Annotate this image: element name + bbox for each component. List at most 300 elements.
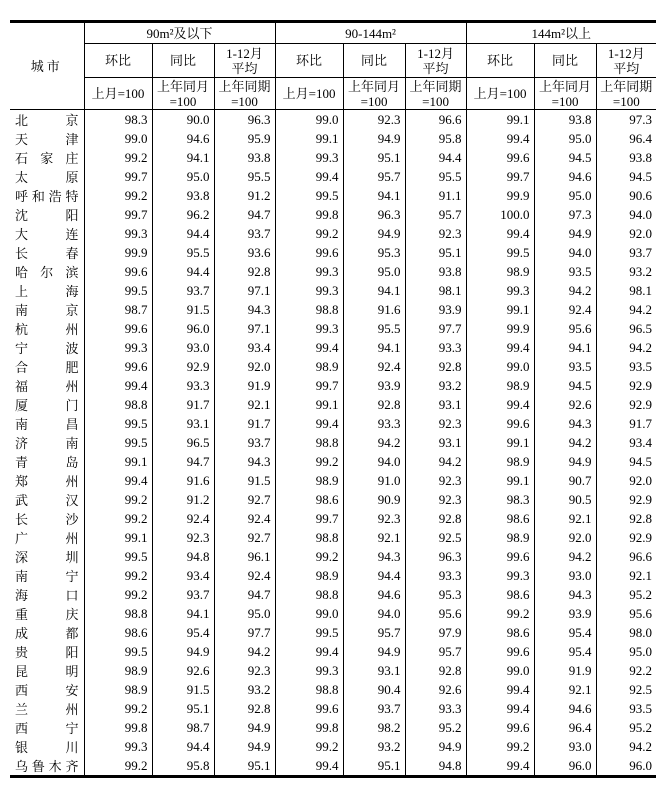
index-value: 98.8 — [84, 395, 152, 414]
index-value: 94.1 — [534, 338, 596, 357]
index-value: 99.4 — [466, 129, 534, 148]
index-value: 96.5 — [152, 433, 214, 452]
city-name: 济 南 — [10, 433, 84, 452]
index-value: 99.3 — [466, 566, 534, 585]
index-value: 99.3 — [466, 281, 534, 300]
index-value: 94.2 — [596, 300, 656, 319]
index-value: 94.9 — [343, 642, 405, 661]
index-value: 92.9 — [596, 528, 656, 547]
index-value: 93.2 — [343, 737, 405, 756]
index-value: 99.4 — [466, 395, 534, 414]
index-value: 94.4 — [152, 262, 214, 281]
index-value: 91.2 — [214, 186, 275, 205]
index-value: 99.8 — [275, 205, 343, 224]
index-value: 94.2 — [596, 737, 656, 756]
index-value: 93.8 — [596, 148, 656, 167]
table-row — [10, 148, 656, 167]
index-value: 95.7 — [343, 167, 405, 186]
index-value: 94.9 — [534, 224, 596, 243]
index-value: 99.2 — [84, 566, 152, 585]
index-value: 92.1 — [534, 509, 596, 528]
index-value: 94.0 — [343, 452, 405, 471]
index-value: 99.2 — [275, 737, 343, 756]
index-value: 95.4 — [534, 642, 596, 661]
index-value: 95.5 — [343, 319, 405, 338]
index-value: 98.0 — [596, 623, 656, 642]
index-value: 99.6 — [84, 319, 152, 338]
city-name: 海 口 — [10, 585, 84, 604]
index-value: 99.7 — [275, 509, 343, 528]
index-value: 94.9 — [152, 642, 214, 661]
col-header-mom: 环比 — [84, 44, 152, 78]
index-value: 92.1 — [534, 680, 596, 699]
index-value: 99.5 — [84, 414, 152, 433]
index-value: 92.3 — [343, 509, 405, 528]
index-value: 99.9 — [466, 186, 534, 205]
index-value: 99.7 — [275, 376, 343, 395]
index-value: 91.7 — [596, 414, 656, 433]
index-value: 98.1 — [405, 281, 466, 300]
table-row — [10, 737, 656, 756]
index-value: 94.9 — [405, 737, 466, 756]
index-value: 93.5 — [534, 262, 596, 281]
table-row — [10, 718, 656, 737]
index-value: 97.7 — [214, 623, 275, 642]
index-value: 99.4 — [275, 756, 343, 777]
index-value: 93.5 — [534, 357, 596, 376]
index-value: 98.9 — [466, 528, 534, 547]
index-value: 93.4 — [596, 433, 656, 452]
index-value: 99.1 — [466, 471, 534, 490]
index-value: 95.2 — [596, 718, 656, 737]
index-value: 91.6 — [152, 471, 214, 490]
index-value: 92.0 — [534, 528, 596, 547]
city-name: 沈 阳 — [10, 205, 84, 224]
city-name: 郑 州 — [10, 471, 84, 490]
index-value: 94.5 — [534, 376, 596, 395]
index-value: 93.7 — [214, 224, 275, 243]
index-value: 99.4 — [466, 756, 534, 777]
city-name: 南 京 — [10, 300, 84, 319]
index-value: 95.7 — [405, 205, 466, 224]
col-header-mom: 环比 — [466, 44, 534, 78]
index-value: 92.8 — [405, 509, 466, 528]
index-value: 94.3 — [214, 452, 275, 471]
index-value: 92.8 — [405, 357, 466, 376]
index-value: 99.2 — [466, 737, 534, 756]
city-name: 青 岛 — [10, 452, 84, 471]
index-value: 99.5 — [275, 186, 343, 205]
index-value: 93.7 — [152, 281, 214, 300]
city-name: 乌 鲁 木 齐 — [10, 756, 84, 777]
index-value: 99.4 — [84, 471, 152, 490]
index-value: 95.1 — [343, 148, 405, 167]
index-value: 97.1 — [214, 281, 275, 300]
index-value: 94.3 — [343, 547, 405, 566]
index-value: 92.4 — [534, 300, 596, 319]
table-row — [10, 623, 656, 642]
table-row — [10, 661, 656, 680]
table-row — [10, 642, 656, 661]
city-column-header: 城市 — [10, 22, 84, 110]
table-row — [10, 414, 656, 433]
index-value: 96.6 — [405, 110, 466, 130]
city-name: 太 原 — [10, 167, 84, 186]
table-row — [10, 224, 656, 243]
index-value: 92.4 — [214, 566, 275, 585]
index-value: 96.4 — [534, 718, 596, 737]
index-value: 99.1 — [466, 110, 534, 130]
group-header-144-above: 144m²以上 — [466, 22, 656, 44]
index-value: 91.5 — [152, 680, 214, 699]
index-value: 99.4 — [466, 224, 534, 243]
index-value: 98.9 — [275, 471, 343, 490]
index-value: 97.7 — [405, 319, 466, 338]
index-value: 93.2 — [214, 680, 275, 699]
index-value: 94.6 — [534, 699, 596, 718]
index-value: 99.4 — [275, 642, 343, 661]
index-value: 97.9 — [405, 623, 466, 642]
index-value: 92.8 — [596, 509, 656, 528]
index-value: 99.6 — [466, 148, 534, 167]
index-value: 95.6 — [534, 319, 596, 338]
index-value: 99.7 — [84, 205, 152, 224]
index-value: 93.9 — [534, 604, 596, 623]
index-value: 93.5 — [596, 357, 656, 376]
city-name: 呼 和 浩 特 — [10, 186, 84, 205]
base-header-same-period-last-year: 上年同期 =100 — [596, 78, 656, 110]
index-value: 94.3 — [214, 300, 275, 319]
index-value: 94.5 — [596, 452, 656, 471]
index-value: 95.5 — [405, 167, 466, 186]
index-value: 92.6 — [152, 661, 214, 680]
index-value: 94.8 — [152, 547, 214, 566]
index-value: 92.3 — [343, 110, 405, 130]
index-value: 98.9 — [275, 357, 343, 376]
index-value: 91.2 — [152, 490, 214, 509]
index-value: 98.6 — [466, 623, 534, 642]
index-value: 99.5 — [84, 547, 152, 566]
index-value: 94.7 — [214, 205, 275, 224]
index-value: 96.2 — [152, 205, 214, 224]
index-value: 92.6 — [534, 395, 596, 414]
col-header-mom: 环比 — [275, 44, 343, 78]
index-value: 95.0 — [343, 262, 405, 281]
base-header-prev-month: 上月=100 — [84, 78, 152, 110]
index-value: 93.8 — [152, 186, 214, 205]
table-row — [10, 509, 656, 528]
index-value: 94.2 — [534, 281, 596, 300]
index-value: 99.5 — [275, 623, 343, 642]
index-value: 93.8 — [405, 262, 466, 281]
index-value: 93.3 — [152, 376, 214, 395]
index-value: 93.4 — [152, 566, 214, 585]
index-value: 99.8 — [275, 718, 343, 737]
table-row — [10, 262, 656, 281]
index-value: 95.6 — [596, 604, 656, 623]
index-value: 91.5 — [152, 300, 214, 319]
index-value: 96.3 — [214, 110, 275, 130]
table-row — [10, 357, 656, 376]
table-row — [10, 376, 656, 395]
index-value: 99.0 — [84, 129, 152, 148]
city-name: 昆 明 — [10, 661, 84, 680]
index-value: 99.4 — [466, 338, 534, 357]
index-value: 99.3 — [275, 319, 343, 338]
table-row — [10, 528, 656, 547]
col-header-yoy: 同比 — [343, 44, 405, 78]
index-value: 94.9 — [214, 718, 275, 737]
index-value: 99.3 — [84, 338, 152, 357]
city-name: 西 宁 — [10, 718, 84, 737]
index-value: 99.1 — [275, 395, 343, 414]
city-name: 合 肥 — [10, 357, 84, 376]
base-header-same-month-last-year: 上年同月 =100 — [534, 78, 596, 110]
index-value: 99.6 — [84, 262, 152, 281]
index-value: 97.3 — [534, 205, 596, 224]
city-name: 大 连 — [10, 224, 84, 243]
table-row — [10, 395, 656, 414]
index-value: 98.9 — [84, 680, 152, 699]
index-value: 90.5 — [534, 490, 596, 509]
index-value: 92.7 — [214, 528, 275, 547]
index-value: 98.8 — [275, 585, 343, 604]
index-value: 94.1 — [343, 338, 405, 357]
index-value: 95.7 — [405, 642, 466, 661]
index-value: 91.0 — [343, 471, 405, 490]
index-value: 94.4 — [152, 737, 214, 756]
index-value: 94.2 — [214, 642, 275, 661]
index-value: 94.5 — [596, 167, 656, 186]
index-value: 99.3 — [275, 281, 343, 300]
index-value: 94.2 — [534, 547, 596, 566]
col-header-avg: 1-12月 平均 — [214, 44, 275, 78]
city-name: 南 昌 — [10, 414, 84, 433]
col-header-avg: 1-12月 平均 — [405, 44, 466, 78]
index-value: 92.3 — [405, 490, 466, 509]
index-value: 94.0 — [343, 604, 405, 623]
index-value: 94.6 — [534, 167, 596, 186]
index-value: 93.8 — [214, 148, 275, 167]
index-value: 91.6 — [343, 300, 405, 319]
index-value: 93.1 — [405, 395, 466, 414]
city-name: 兰 州 — [10, 699, 84, 718]
index-value: 95.0 — [534, 186, 596, 205]
index-value: 95.0 — [534, 129, 596, 148]
index-value: 98.8 — [84, 604, 152, 623]
index-value: 92.9 — [596, 395, 656, 414]
index-value: 94.6 — [152, 129, 214, 148]
index-value: 99.4 — [275, 338, 343, 357]
index-value: 94.2 — [596, 338, 656, 357]
index-value: 95.5 — [214, 167, 275, 186]
index-value: 91.7 — [214, 414, 275, 433]
index-value: 95.2 — [405, 718, 466, 737]
index-value: 92.9 — [596, 376, 656, 395]
index-value: 99.6 — [466, 718, 534, 737]
index-value: 92.7 — [214, 490, 275, 509]
index-value: 98.6 — [466, 585, 534, 604]
index-value: 95.3 — [343, 243, 405, 262]
index-value: 99.6 — [84, 357, 152, 376]
index-value: 90.9 — [343, 490, 405, 509]
index-value: 99.2 — [275, 547, 343, 566]
table-row — [10, 338, 656, 357]
table-row — [10, 585, 656, 604]
index-value: 92.4 — [214, 509, 275, 528]
table-row — [10, 756, 656, 777]
table-row — [10, 680, 656, 699]
table-row — [10, 452, 656, 471]
index-value: 93.4 — [214, 338, 275, 357]
index-value: 97.3 — [596, 110, 656, 130]
table-row — [10, 281, 656, 300]
index-value: 99.0 — [466, 661, 534, 680]
city-name: 长 春 — [10, 243, 84, 262]
index-value: 98.6 — [466, 509, 534, 528]
city-name: 上 海 — [10, 281, 84, 300]
index-value: 93.5 — [596, 699, 656, 718]
index-value: 94.5 — [534, 148, 596, 167]
index-value: 90.6 — [596, 186, 656, 205]
table-row — [10, 604, 656, 623]
index-value: 93.3 — [405, 338, 466, 357]
index-value: 99.6 — [466, 642, 534, 661]
index-value: 95.7 — [343, 623, 405, 642]
table-body — [10, 110, 656, 777]
index-value: 92.8 — [405, 661, 466, 680]
index-value: 99.3 — [84, 224, 152, 243]
base-header-same-period-last-year: 上年同期 =100 — [214, 78, 275, 110]
index-value: 94.1 — [343, 281, 405, 300]
index-value: 92.9 — [152, 357, 214, 376]
base-header-same-month-last-year: 上年同月 =100 — [152, 78, 214, 110]
index-value: 99.3 — [275, 262, 343, 281]
index-value: 94.4 — [405, 148, 466, 167]
index-value: 95.0 — [596, 642, 656, 661]
index-value: 98.8 — [275, 528, 343, 547]
city-name: 深 圳 — [10, 547, 84, 566]
index-value: 95.1 — [152, 699, 214, 718]
index-value: 99.2 — [275, 452, 343, 471]
index-value: 99.6 — [466, 547, 534, 566]
index-value: 99.5 — [84, 281, 152, 300]
index-value: 94.4 — [343, 566, 405, 585]
city-name: 石 家 庄 — [10, 148, 84, 167]
index-value: 96.4 — [596, 129, 656, 148]
index-value: 92.3 — [405, 224, 466, 243]
index-value: 92.4 — [343, 357, 405, 376]
table-row — [10, 566, 656, 585]
index-value: 95.1 — [214, 756, 275, 777]
table-row — [10, 319, 656, 338]
index-value: 91.5 — [214, 471, 275, 490]
index-value: 94.1 — [343, 186, 405, 205]
index-value: 99.2 — [84, 490, 152, 509]
index-value: 93.0 — [534, 737, 596, 756]
index-value: 90.0 — [152, 110, 214, 130]
index-value: 94.4 — [152, 224, 214, 243]
index-value: 92.1 — [596, 566, 656, 585]
city-name: 广 州 — [10, 528, 84, 547]
index-value: 95.4 — [152, 623, 214, 642]
index-value: 92.9 — [596, 490, 656, 509]
city-name: 重 庆 — [10, 604, 84, 623]
table-row — [10, 110, 656, 130]
index-value: 93.0 — [534, 566, 596, 585]
index-value: 93.2 — [405, 376, 466, 395]
base-header-prev-month: 上月=100 — [275, 78, 343, 110]
table-row — [10, 129, 656, 148]
group-header-90-144: 90-144m² — [275, 22, 466, 44]
index-value: 97.1 — [214, 319, 275, 338]
col-header-avg: 1-12月 平均 — [596, 44, 656, 78]
index-value: 93.9 — [343, 376, 405, 395]
city-name: 南 宁 — [10, 566, 84, 585]
index-value: 98.8 — [275, 433, 343, 452]
index-value: 98.7 — [84, 300, 152, 319]
index-value: 99.4 — [84, 376, 152, 395]
index-value: 93.2 — [596, 262, 656, 281]
index-value: 99.2 — [466, 604, 534, 623]
index-value: 98.9 — [275, 566, 343, 585]
index-value: 94.9 — [343, 224, 405, 243]
index-value: 95.0 — [152, 167, 214, 186]
index-value: 95.1 — [343, 756, 405, 777]
index-value: 99.2 — [84, 699, 152, 718]
city-name: 北 京 — [10, 110, 84, 130]
index-value: 94.3 — [534, 585, 596, 604]
index-value: 96.0 — [152, 319, 214, 338]
index-value: 90.7 — [534, 471, 596, 490]
index-value: 99.2 — [84, 186, 152, 205]
index-type-header-row — [10, 44, 656, 78]
base-header-same-period-last-year: 上年同期 =100 — [405, 78, 466, 110]
index-value: 99.7 — [466, 167, 534, 186]
index-value: 94.1 — [152, 604, 214, 623]
index-value: 95.6 — [405, 604, 466, 623]
index-value: 92.1 — [214, 395, 275, 414]
city-name: 宁 波 — [10, 338, 84, 357]
index-value: 93.7 — [343, 699, 405, 718]
table-row — [10, 490, 656, 509]
index-value: 93.1 — [152, 414, 214, 433]
index-value: 94.0 — [596, 205, 656, 224]
index-value: 99.6 — [466, 414, 534, 433]
index-value: 99.3 — [275, 148, 343, 167]
index-value: 95.4 — [534, 623, 596, 642]
index-value: 91.7 — [152, 395, 214, 414]
index-value: 93.3 — [405, 699, 466, 718]
index-value: 95.1 — [405, 243, 466, 262]
index-value: 99.4 — [466, 680, 534, 699]
index-value: 92.0 — [214, 357, 275, 376]
index-value: 99.1 — [466, 433, 534, 452]
index-value: 99.3 — [84, 737, 152, 756]
index-value: 93.7 — [214, 433, 275, 452]
city-name: 杭 州 — [10, 319, 84, 338]
index-value: 99.2 — [84, 148, 152, 167]
table-row — [10, 433, 656, 452]
index-value: 98.9 — [466, 452, 534, 471]
index-value: 99.4 — [275, 167, 343, 186]
index-value: 92.3 — [152, 528, 214, 547]
index-value: 94.6 — [343, 585, 405, 604]
index-value: 98.7 — [152, 718, 214, 737]
table-row — [10, 243, 656, 262]
index-value: 96.5 — [596, 319, 656, 338]
index-value: 93.1 — [405, 433, 466, 452]
